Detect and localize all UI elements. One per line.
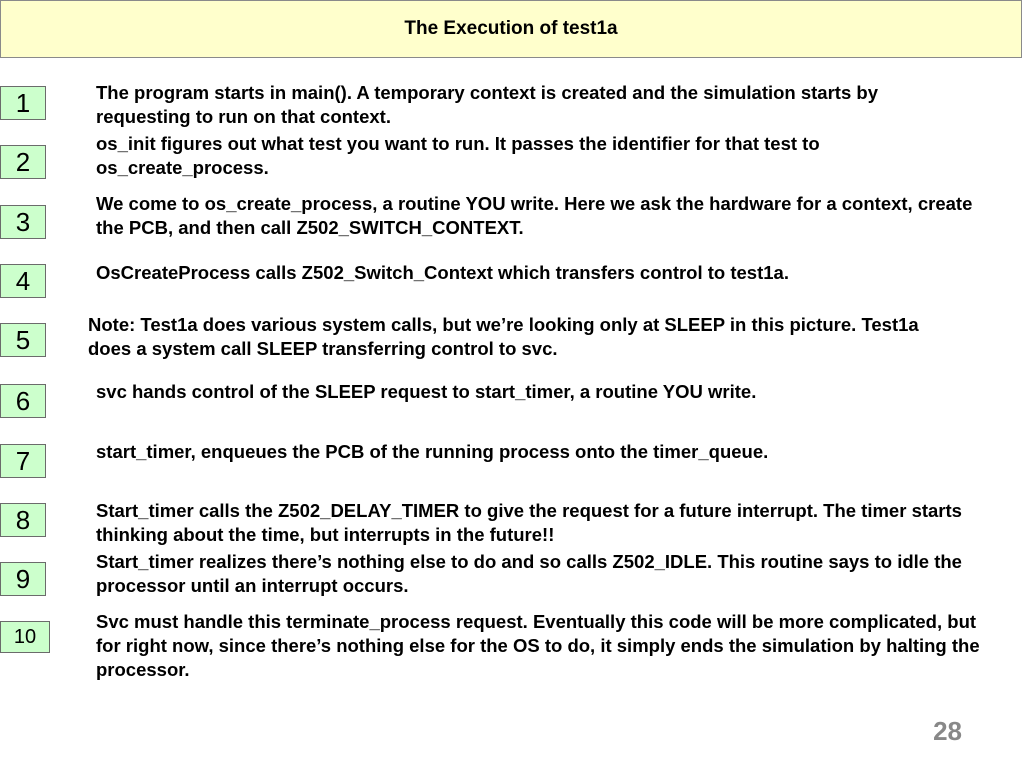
slide-title: The Execution of test1a	[0, 0, 1022, 58]
step-text-9: Start_timer realizes there’s nothing else to do and so calls Z502_IDLE. This routine says to idle the processor until an interrupt occurs.	[96, 551, 962, 596]
step-number-1: 1	[0, 86, 46, 120]
step-number-3: 3	[0, 205, 46, 239]
step-text-2: os_init figures out what test you want to run. It passes the identifier for that test to os_create_process.	[96, 133, 820, 178]
step-number-2: 2	[0, 145, 46, 179]
step-text-6: svc hands control of the SLEEP request to start_timer, a routine YOU write.	[96, 381, 757, 402]
step-text-8: Start_timer calls the Z502_DELAY_TIMER to give the request for a future interrupt. The timer starts thinking about the time, but interrupts in the future!!	[96, 500, 962, 545]
step-number-9: 9	[0, 562, 46, 596]
step-text-3: We come to os_create_process, a routine YOU write. Here we ask the hardware for a context, create the PCB, and then call Z502_SWITCH_CONTEXT.	[96, 193, 973, 238]
step-number-7: 7	[0, 444, 46, 478]
step-text-5: Note: Test1a does various system calls, but we’re looking only at SLEEP in this picture. Test1a does a system call SLEEP transferring control to svc.	[88, 314, 919, 359]
step-text-10: Svc must handle this terminate_process request. Eventually this code will be more complicated, but for right now, since there’s nothing else for the OS to do, it simply ends the simulation by halting the processor.	[96, 611, 980, 680]
step-number-4: 4	[0, 264, 46, 298]
step-number-6: 6	[0, 384, 46, 418]
page-number: 28	[933, 716, 962, 746]
step-number-8: 8	[0, 503, 46, 537]
step-text-4: OsCreateProcess calls Z502_Switch_Context which transfers control to test1a.	[96, 262, 789, 283]
step-text-7: start_timer, enqueues the PCB of the running process onto the timer_queue.	[96, 441, 769, 462]
step-number-5: 5	[0, 323, 46, 357]
step-text-1: The program starts in main(). A temporary context is created and the simulation starts by requesting to run on that context.	[96, 82, 878, 127]
step-number-10: 10	[0, 621, 50, 653]
